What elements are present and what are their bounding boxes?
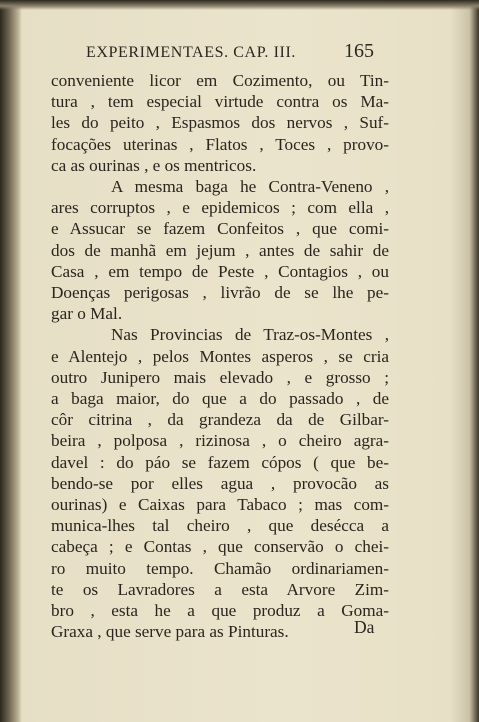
catchword: Da <box>354 617 375 637</box>
text-line: bendo-se por elles agua , provocão as <box>51 473 389 493</box>
text-line: Nas Provincias de Traz-os-Montes , <box>111 325 389 345</box>
text-line: e Assucar se fazem Confeitos , que comi- <box>51 219 389 239</box>
text-line: outro Junipero mais elevado , e grosso ; <box>51 367 389 387</box>
page-top-edge <box>0 0 479 10</box>
text-line: munica-lhes tal cheiro , que desécca a <box>51 516 389 536</box>
text-line: focações uterinas , Flatos , Toces , provo- <box>51 134 389 154</box>
text-line: ca as ourinas , e os mentricos. <box>51 155 257 175</box>
text-line: conveniente licor em Cozimento, ou Tin- <box>51 71 389 90</box>
text-line: tura , tem especial virtude contra os Ma- <box>51 92 389 112</box>
text-line: bro , esta he a que produz a Goma- <box>51 601 389 621</box>
text-line: Graxa , que serve para as Pinturas. <box>51 622 289 642</box>
page-number: 165 <box>344 40 374 62</box>
text-line: les do peito , Espasmos dos nervos , Suf- <box>51 113 389 133</box>
text-line: dos de manhã em jejum , antes de sahir de <box>51 240 389 260</box>
text-line: Casa , em tempo de Peste , Contagios , ou <box>51 261 389 281</box>
text-line: beira , polposa , rizinosa , o cheiro agra- <box>51 431 389 451</box>
body-text <box>51 70 389 642</box>
text-line: Doenças perigosas , livrão de se lhe pe- <box>51 283 389 303</box>
text-line: e Alentejo , pelos Montes asperos , se cria <box>51 346 389 366</box>
text-line: ro muito tempo. Chamão ordinariamen- <box>51 558 389 578</box>
text-line: ares corruptos , e epidemicos ; com ella , <box>51 198 389 218</box>
text-line: A mesma baga he Contra-Veneno , <box>111 177 389 197</box>
running-title: EXPERIMENTAES. CAP. III. <box>86 44 297 61</box>
text-line: côr citrina , da grandeza da de Gilbar- <box>51 410 389 430</box>
text-line: davel : do páo se fazem cópos ( que be- <box>51 452 389 472</box>
text-line: a baga maior, do que a do passado , de <box>51 389 389 409</box>
text-line: ourinas) e Caixas para Tabaco ; mas com- <box>51 495 389 515</box>
text-line: gar o Mal. <box>51 304 123 324</box>
text-line: te os Lavradores a esta Arvore Zim- <box>51 579 389 599</box>
text-line: cabeça ; e Contas , que conservão o chei- <box>51 537 389 557</box>
page-gutter-shadow <box>0 0 22 722</box>
running-header <box>86 42 374 66</box>
